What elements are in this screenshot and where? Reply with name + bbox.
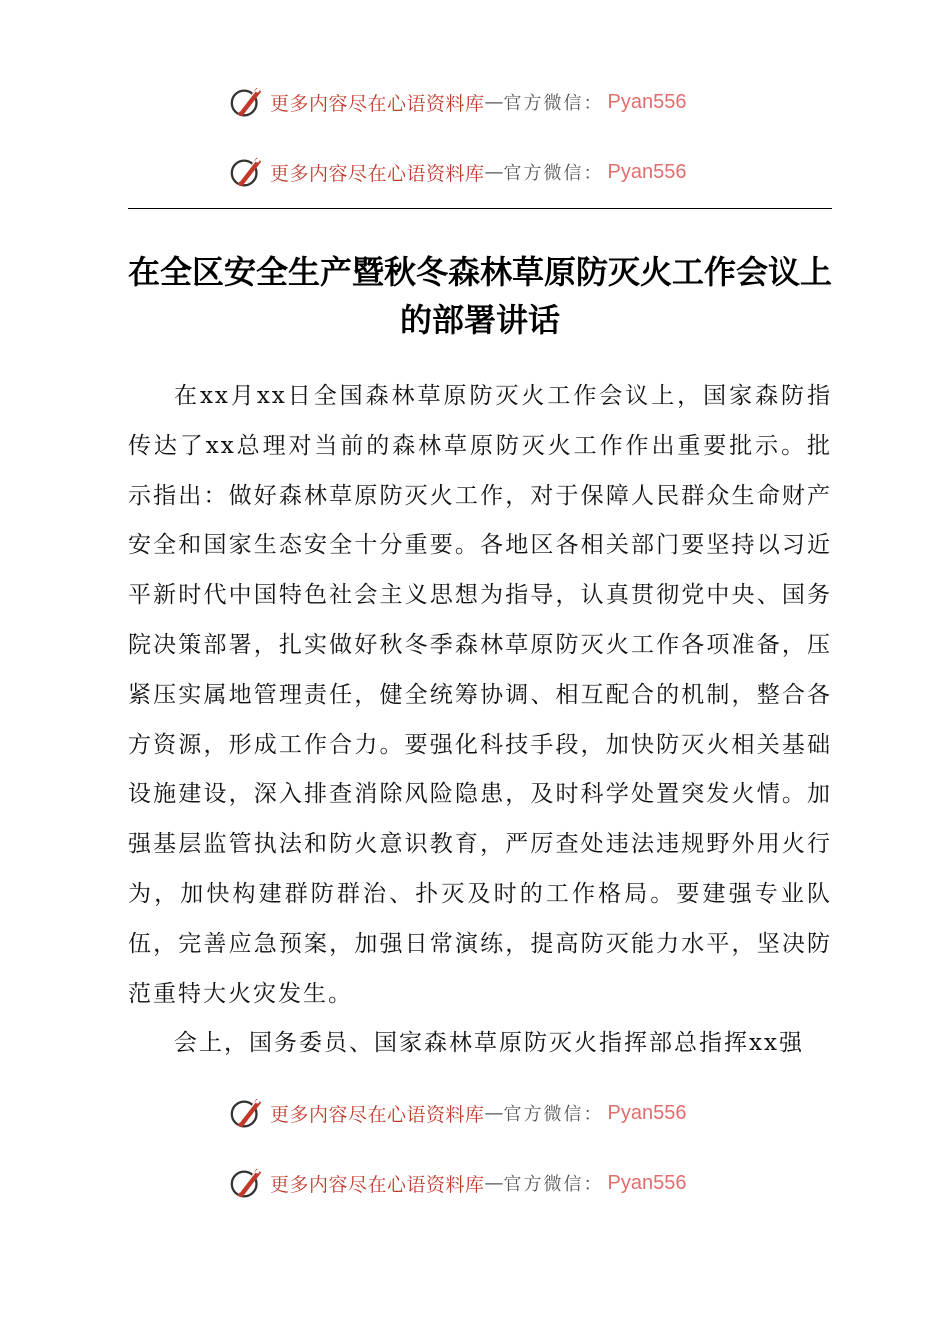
pen-nib-circle-icon — [228, 153, 266, 191]
document-title: 在全区安全生产暨秋冬森林草原防灭火工作会议上的部署讲话 — [127, 253, 832, 339]
document-body — [128, 372, 832, 1069]
watermark-wechat-id: Pyan556 — [607, 1171, 687, 1194]
watermark-main-text: 更多内容尽在心语资料库 — [270, 92, 485, 115]
watermark-label: 官方微信： — [503, 1174, 604, 1195]
body-paragraph-1: 在xx月xx日全国森林草原防灭火工作会议上，国家森防指传达了xx总理对当前的森林草原防灭火工作作出重要批示。批示指出：做好森林草原防灭火工作，对于保障人民群众生命财产安全和国家生态安全十分重要。各地区各相关部门要坚持以习近平新时代中国特色社会主义思想为指导，认真贯彻党中央、国务院决策部署，扎实做好秋冬季森林草原防灭火工作各项准备，压紧压实属地管理责任，健全统筹协调、相互配合的机制，整合各方资源，形成工作合力。要强化科技手段，加快防灭火相关基础设施建设，深入排查消除风险隐患，及时科学处置突发火情。加强基层监管执法和防火意识教育，严厉查处违法违规野外用火行为，加快构建群防群治、扑灭及时的工作格局。要建强专业队伍，完善应急预案，加强日常演练，提高防灭能力水平，坚决防范重特大火灾发生。 — [128, 383, 832, 1007]
header-divider — [128, 208, 832, 209]
pen-nib-circle-icon — [228, 83, 266, 121]
watermark-separator: — — [484, 1172, 504, 1194]
pen-nib-circle-icon — [228, 1094, 266, 1132]
watermark-banner-bottom-1 — [228, 1093, 686, 1133]
pen-nib-circle-icon — [228, 1164, 266, 1202]
watermark-main-text: 更多内容尽在心语资料库 — [270, 162, 485, 185]
watermark-separator: — — [484, 161, 504, 183]
watermark-banner-bottom-2 — [228, 1163, 686, 1203]
watermark-separator: — — [484, 91, 504, 113]
watermark-wechat-id: Pyan556 — [607, 1101, 687, 1124]
watermark-banner-top-2 — [228, 152, 686, 192]
watermark-label: 官方微信： — [503, 163, 604, 184]
watermark-wechat-id: Pyan556 — [607, 90, 687, 113]
watermark-main-text: 更多内容尽在心语资料库 — [270, 1103, 485, 1126]
watermark-main-text: 更多内容尽在心语资料库 — [270, 1173, 485, 1196]
watermark-label: 官方微信： — [503, 1104, 604, 1125]
body-paragraph-2: 会上，国务委员、国家森林草原防灭火指挥部总指挥xx强 — [174, 1030, 804, 1057]
watermark-wechat-id: Pyan556 — [607, 160, 687, 183]
watermark-label: 官方微信： — [503, 93, 604, 114]
watermark-separator: — — [484, 1102, 504, 1124]
watermark-banner-top-1 — [228, 82, 686, 122]
